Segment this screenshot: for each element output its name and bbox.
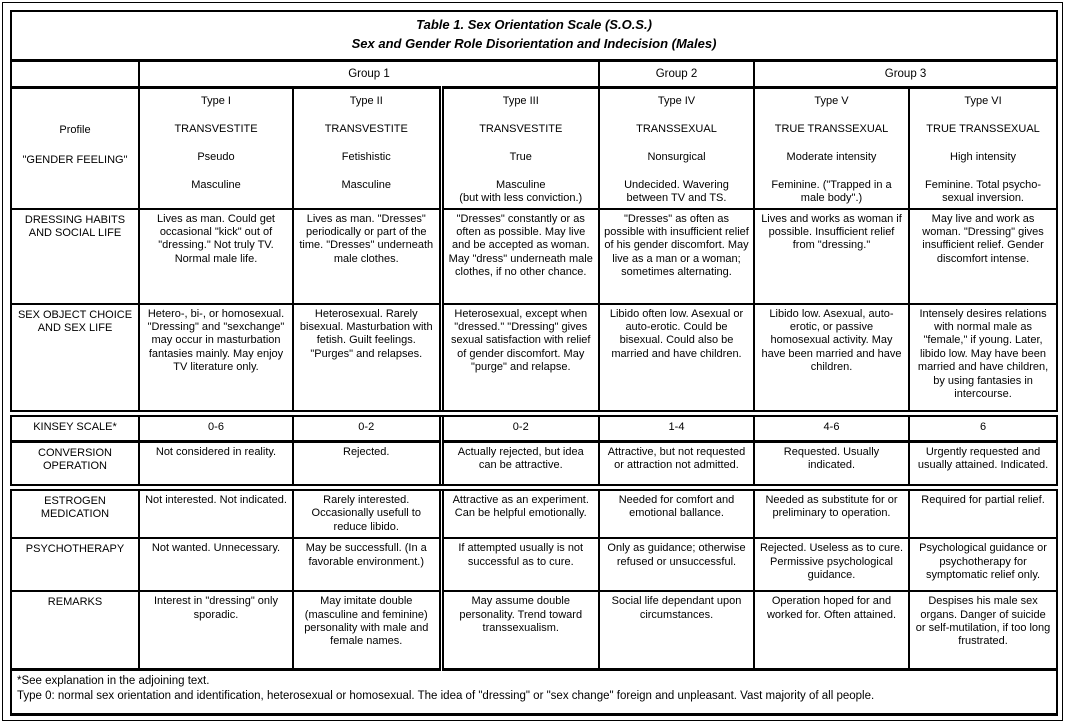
profile-type-vi-cell [909, 87, 1057, 208]
estrogen-type-vi-cell: Required for partial relief. [909, 488, 1057, 539]
sexobj-type-ii-cell: Heterosexual. Rarely bisexual. Masturbation with fetish. Guilt feelings. "Purges" and relapses. [293, 304, 441, 414]
remarks-type-iii-cell: May assume double personality. Trend toward transsexualism. [441, 591, 599, 669]
type-feeling: Feminine. ("Trapped in a male body".) [771, 178, 892, 204]
profile-type-iv-cell [599, 87, 754, 208]
kinsey-type-v-cell: 4-6 [754, 414, 909, 442]
profile-type-i-cell [139, 87, 293, 208]
kinsey-type-i-cell: 0-6 [139, 414, 293, 442]
conversion-type-v-cell: Requested. Usually indicated. [754, 442, 909, 488]
type-feeling: Masculine [341, 178, 392, 191]
remarks-type-i-cell: Interest in "dressing" only sporadic. [139, 591, 293, 669]
row-label-estrogen: ESTROGEN MEDICATION [11, 488, 139, 539]
type-feeling: Feminine. Total psycho-sexual inversion. [925, 178, 1042, 204]
psychotherapy-type-v-cell: Rejected. Useless as to cure. Permissive psychological guidance. [754, 538, 909, 591]
sexobj-type-i-cell: Hetero-, bi-, or homosexual. "Dressing" and "sexchange" may occur in masturbation fantasies mainly. May enjoy TV literature only. [139, 304, 293, 414]
footnote-type-0: Type 0: normal sex orientation and identification, heterosexual or homosexual. The idea of "dressing" or "sex change" foreign and unpleasant. Vast majority of all people. [17, 690, 875, 703]
type-subtype: Pseudo [197, 150, 235, 163]
row-dressing-habits [11, 209, 1057, 304]
type-name: TRANSVESTITE [479, 122, 563, 135]
psychotherapy-type-iv-cell: Only as guidance; otherwise refused or unsuccessful. [599, 538, 754, 591]
kinsey-type-vi-cell: 6 [909, 414, 1057, 442]
conversion-type-vi-cell: Urgently requested and usually attained. Indicated. [909, 442, 1057, 488]
row-label-psychotherapy: PSYCHOTHERAPY [11, 538, 139, 591]
row-label-profile [11, 87, 139, 208]
row-remarks [11, 591, 1057, 669]
remarks-type-iv-cell: Social life dependant upon circumstances. [599, 591, 754, 669]
row-label-dressing-habits: DRESSING HABITS AND SOCIAL LIFE [11, 209, 139, 304]
sos-table [10, 10, 1058, 716]
profile-label-line1: Profile [59, 123, 91, 136]
kinsey-type-ii-cell: 0-2 [293, 414, 441, 442]
page-border-frame [2, 2, 1063, 721]
estrogen-type-ii-cell: Rarely interested. Occasionally usefull to reduce libido. [293, 488, 441, 539]
group-header-empty-cell [11, 60, 139, 87]
footnotes-cell [11, 669, 1057, 714]
type-subtype: True [509, 150, 532, 163]
profile-type-iii-cell [441, 87, 599, 208]
dressing-type-iii-cell: "Dresses" constantly or as often as possible. May live and be accepted as woman. May "dress" underneath male clothes, if no other chance. [441, 209, 599, 304]
type-heading: Type VI [964, 94, 1002, 107]
row-label-sex-object: SEX OBJECT CHOICE AND SEX LIFE [11, 304, 139, 414]
type-heading: Type III [502, 94, 539, 107]
type-name: TRANSSEXUAL [636, 122, 717, 135]
kinsey-type-iv-cell: 1-4 [599, 414, 754, 442]
type-feeling: Masculine [495, 178, 546, 191]
dressing-type-vi-cell: May live and work as woman. "Dressing" gives insufficient relief. Gender discomfort intense. [909, 209, 1057, 304]
type-heading: Type V [814, 94, 849, 107]
row-estrogen-medication [11, 488, 1057, 539]
type-subtype: High intensity [950, 150, 1017, 163]
type-subtype: Moderate intensity [786, 150, 877, 163]
conversion-type-ii-cell: Rejected. [293, 442, 441, 488]
row-label-remarks: REMARKS [11, 591, 139, 669]
row-profile [11, 87, 1057, 208]
type-heading: Type IV [657, 94, 696, 107]
sexobj-type-vi-cell: Intensely desires relations with normal male as "female," if young. Later, libido low. May have been married and have children, by using fantasies in intercourse. [909, 304, 1057, 414]
sexobj-type-iii-cell: Heterosexual, except when "dressed." "Dressing" gives sexual satisfaction with relief of gender discomfort. May "purge" and relapse. [441, 304, 599, 414]
profile-type-v-cell [754, 87, 909, 208]
type-name: TRANSVESTITE [174, 122, 258, 135]
psychotherapy-type-vi-cell: Psychological guidance or psychotherapy for symptomatic relief only. [909, 538, 1057, 591]
row-title [11, 11, 1057, 60]
dressing-type-v-cell: Lives and works as woman if possible. Insufficient relief from "dressing." [754, 209, 909, 304]
dressing-type-ii-cell: Lives as man. "Dresses" periodically or part of the time. "Dresses" underneath male clothes. [293, 209, 441, 304]
type-feeling: Masculine [191, 178, 241, 191]
kinsey-type-iii-cell: 0-2 [441, 414, 599, 442]
group-3-header: Group 3 [754, 60, 1057, 87]
dressing-type-i-cell: Lives as man. Could get occasional "kick" out of "dressing." Not truly TV. Normal male life. [139, 209, 293, 304]
group-2-header: Group 2 [599, 60, 754, 87]
sexobj-type-v-cell: Libido low. Asexual, auto-erotic, or passive homosexual activity. May have been married and have children. [754, 304, 909, 414]
type-name: TRANSVESTITE [324, 122, 408, 135]
row-group-header [11, 60, 1057, 87]
conversion-type-i-cell: Not considered in reality. [139, 442, 293, 488]
row-conversion-operation [11, 442, 1057, 488]
row-label-conversion: CONVERSION OPERATION [11, 442, 139, 488]
estrogen-type-i-cell: Not interested. Not indicated. [139, 488, 293, 539]
dressing-type-iv-cell: "Dresses" as often as possible with insufficient relief of his gender discomfort. May live as a man or a woman; sometimes alternating. [599, 209, 754, 304]
row-kinsey-scale [11, 414, 1057, 442]
type-feeling-cont: (but with less conviction.) [459, 191, 583, 204]
psychotherapy-type-iii-cell: If attempted usually is not successful as to cure. [441, 538, 599, 591]
row-label-kinsey-scale: KINSEY SCALE* [11, 414, 139, 442]
estrogen-type-iv-cell: Needed for comfort and emotional ballance. [599, 488, 754, 539]
table-title: Table 1. Sex Orientation Scale (S.O.S.) [416, 17, 652, 32]
row-footnotes [11, 669, 1057, 714]
remarks-type-ii-cell: May imitate double (masculine and feminine) personality with male and female names. [293, 591, 441, 669]
conversion-type-iii-cell: Actually rejected, but idea can be attractive. [441, 442, 599, 488]
psychotherapy-type-i-cell: Not wanted. Unnecessary. [139, 538, 293, 591]
type-name: TRUE TRANSSEXUAL [774, 122, 889, 135]
table-title-cell [11, 11, 1057, 60]
estrogen-type-v-cell: Needed as substitute for or preliminary to operation. [754, 488, 909, 539]
estrogen-type-iii-cell: Attractive as an experiment. Can be helpful emotionally. [441, 488, 599, 539]
type-subtype: Nonsurgical [647, 150, 706, 163]
table-subtitle: Sex and Gender Role Disorientation and Indecision (Males) [351, 35, 717, 51]
sexobj-type-iv-cell: Libido often low. Asexual or auto-erotic. Could be bisexual. Could also be married and have children. [599, 304, 754, 414]
type-heading: Type II [349, 94, 383, 107]
remarks-type-v-cell: Operation hoped for and worked for. Often attained. [754, 591, 909, 669]
profile-label-line2: "GENDER FEELING" [22, 154, 128, 167]
type-name: TRUE TRANSSEXUAL [926, 122, 1040, 135]
remarks-type-vi-cell: Despises his male sex organs. Danger of suicide or self-mutilation, if too long frustrated. [909, 591, 1057, 669]
type-subtype: Fetishistic [341, 150, 391, 163]
type-heading: Type I [201, 94, 231, 107]
type-feeling: Undecided. Wavering between TV and TS. [624, 178, 729, 204]
row-psychotherapy [11, 538, 1057, 591]
conversion-type-iv-cell: Attractive, but not requested or attraction not admitted. [599, 442, 754, 488]
profile-type-ii-cell [293, 87, 441, 208]
footnote-asterisk: *See explanation in the adjoining text. [17, 674, 210, 687]
group-1-header: Group 1 [139, 60, 599, 87]
row-sex-object-choice [11, 304, 1057, 414]
psychotherapy-type-ii-cell: May be successfull. (In a favorable environment.) [293, 538, 441, 591]
